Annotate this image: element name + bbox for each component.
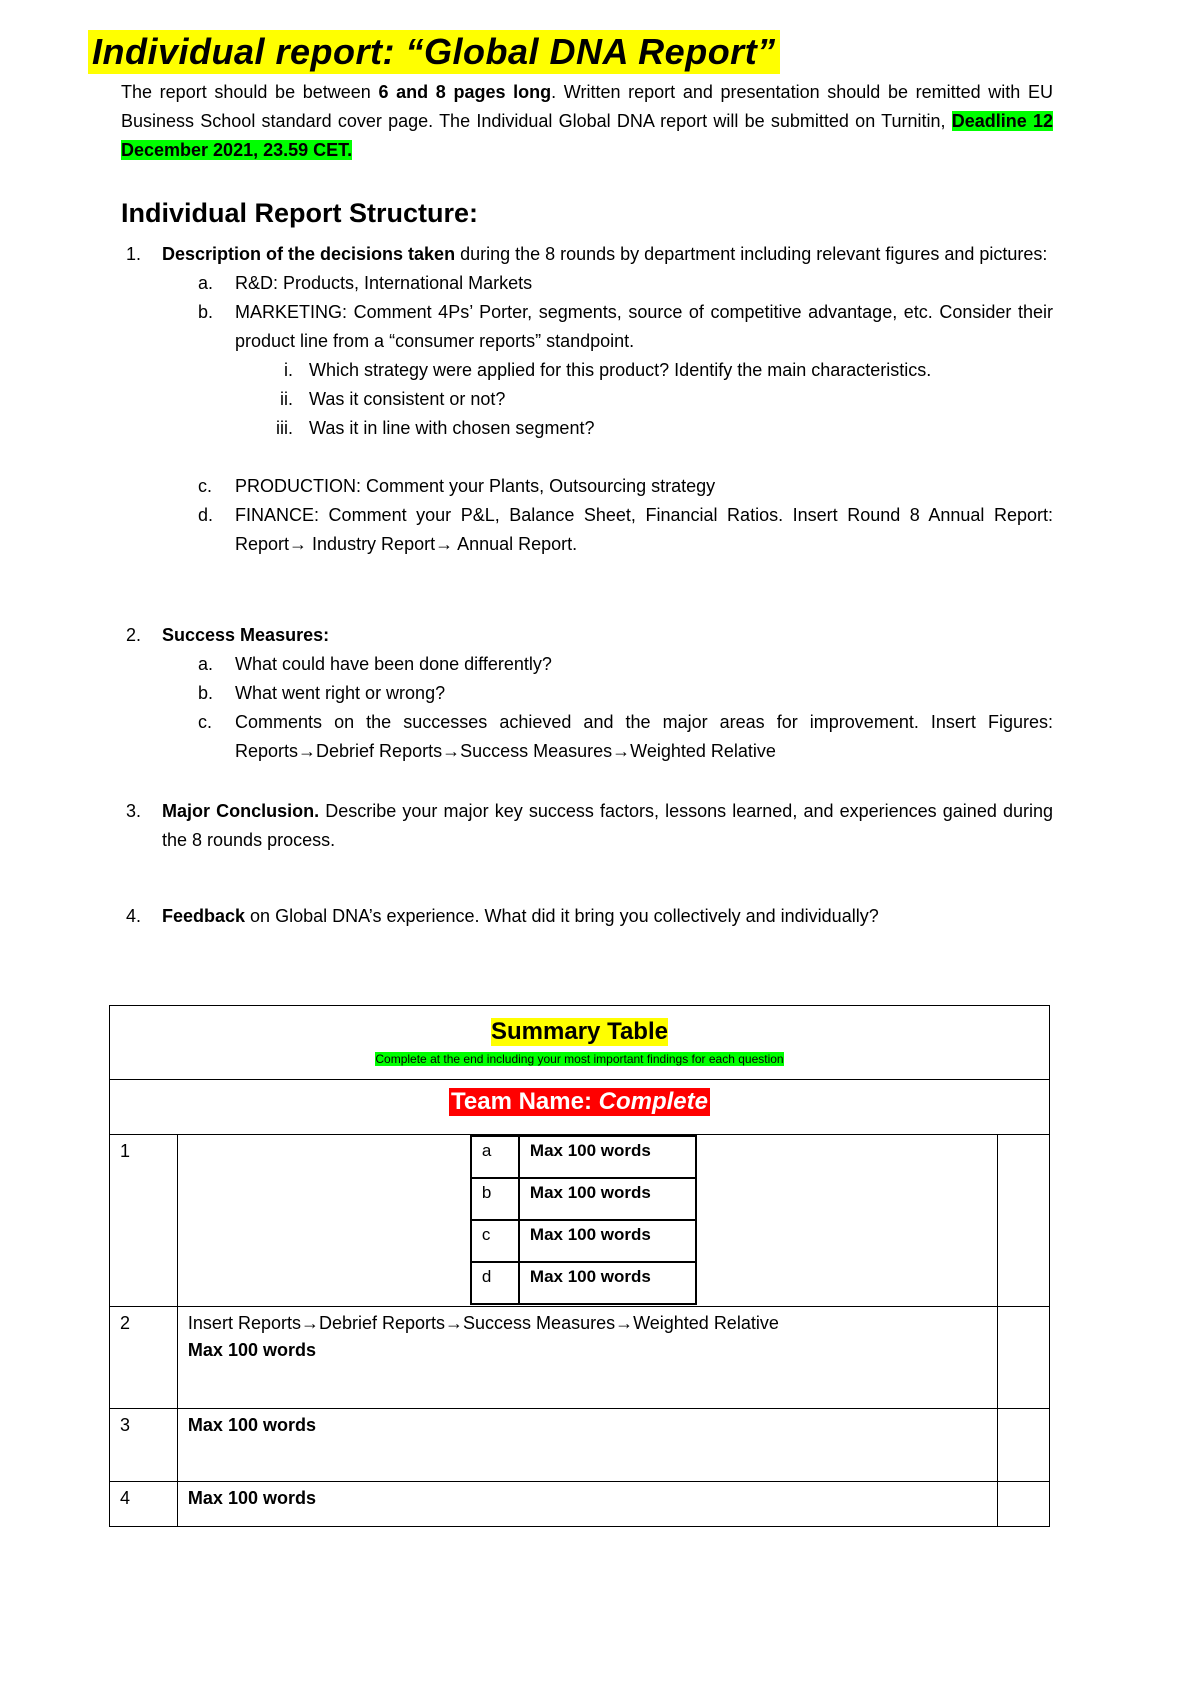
- row-number: 4: [110, 1482, 178, 1527]
- arrow-icon: →: [435, 534, 454, 554]
- subsub-text: Which strategy were applied for this product? Identify the main characteristics.: [309, 360, 932, 380]
- table-row: [110, 1409, 1050, 1482]
- roman-number: ii.: [280, 389, 293, 409]
- intro-text-1: The report should be between: [121, 82, 379, 102]
- row-number: 2: [110, 1307, 178, 1409]
- sub-letter: a: [471, 1136, 519, 1178]
- sub-letter: d.: [198, 505, 214, 525]
- item-number: 4.: [126, 906, 142, 926]
- item-number: 3.: [126, 801, 142, 821]
- sub-text: R&D: Products, International Markets: [235, 273, 533, 293]
- item-number: 2.: [126, 625, 142, 645]
- item-2a: [121, 650, 1053, 679]
- arrow-icon: →: [289, 534, 308, 554]
- sub-value: Max 100 words: [519, 1220, 696, 1262]
- structure-item-2: [121, 621, 1053, 766]
- subtable-row: [471, 1136, 696, 1178]
- row-2-content: [177, 1307, 997, 1409]
- sub-letter: b: [471, 1178, 519, 1220]
- sub-text: Industry Report: [307, 534, 436, 554]
- structure-item-1: [121, 240, 1053, 559]
- table-row: [110, 1482, 1050, 1527]
- sub-letter: b.: [198, 683, 214, 703]
- team-name-row: [110, 1080, 1050, 1135]
- row-extra-cell: [998, 1307, 1050, 1409]
- row-text: Max 100 words: [187, 1340, 316, 1360]
- roman-number: i.: [284, 360, 293, 380]
- item-1b-i: [121, 356, 1053, 385]
- item-1b: [121, 298, 1053, 356]
- item-1b-iii: [121, 414, 1053, 443]
- item-2b: [121, 679, 1053, 708]
- sub-value: Max 100 words: [519, 1136, 696, 1178]
- arrow-icon: →: [298, 741, 317, 761]
- sub-value: Max 100 words: [519, 1262, 696, 1304]
- team-value-text: Complete: [598, 1088, 708, 1115]
- row-extra-cell: [998, 1135, 1050, 1307]
- structure-item-3: [121, 797, 1053, 855]
- subtable-row: [471, 1262, 696, 1304]
- sub-value: Max 100 words: [519, 1178, 696, 1220]
- intro-pages: 6 and 8 pages long: [378, 82, 552, 102]
- team-name-label: [449, 1088, 710, 1116]
- sub-letter: a.: [198, 654, 214, 674]
- row-4-content: Max 100 words: [177, 1482, 997, 1527]
- item-number: 1.: [126, 244, 142, 264]
- table-row: [110, 1307, 1050, 1409]
- structure-heading: Individual Report Structure:: [121, 198, 479, 228]
- summary-table: [109, 1005, 1050, 1527]
- item-1b-ii: [121, 385, 1053, 414]
- table-caption-cell: [110, 1006, 1050, 1080]
- item-bold: Major Conclusion.: [162, 801, 320, 821]
- row-1-subtable: [470, 1135, 697, 1305]
- summary-table-subtitle: Complete at the end including your most important findings for each question: [375, 1052, 784, 1066]
- sub-letter: c.: [198, 476, 213, 496]
- sub-text: Annual Report.: [453, 534, 578, 554]
- sub-letter: c.: [198, 712, 213, 732]
- row-text: Success Measures: [463, 1313, 616, 1333]
- row-number: 3: [110, 1409, 178, 1482]
- sub-letter: d: [471, 1262, 519, 1304]
- item-4-text: [121, 902, 1053, 931]
- arrow-icon: →: [300, 1313, 319, 1333]
- table-row: [110, 1135, 1050, 1307]
- row-text: Insert Reports: [187, 1313, 301, 1333]
- sub-text: MARKETING: Comment 4Ps’ Porter, segments, source of competitive advantage, etc. Consider their product line from a “consumer reports” standpoint.: [235, 302, 1053, 351]
- item-rest: during the 8 rounds by department including relevant figures and pictures:: [455, 244, 1048, 264]
- item-1a: [121, 269, 1053, 298]
- intro-text-2: . Written report and presentation should be remitted with EU Business School standard cover page. The Individual Global DNA report will be submitted on Turnitin,: [121, 82, 1053, 131]
- item-1c: [121, 472, 1053, 501]
- sub-letter: c: [471, 1220, 519, 1262]
- deadline-highlight: Deadline 12 December 2021, 23.59 CET.: [121, 111, 1054, 160]
- intro-paragraph: [121, 78, 1053, 165]
- row-text: Weighted Relative: [633, 1313, 779, 1333]
- row-1-content: [177, 1135, 997, 1307]
- summary-table-title: Summary Table: [491, 1018, 668, 1045]
- roman-number: iii.: [276, 418, 293, 438]
- item-2-text: [121, 621, 1053, 650]
- sub-text: Debrief Reports: [316, 741, 443, 761]
- arrow-icon: →: [612, 741, 631, 761]
- item-3-text: [121, 797, 1053, 855]
- arrow-icon: →: [615, 1313, 634, 1333]
- item-2c: [121, 708, 1053, 766]
- row-extra-cell: [998, 1409, 1050, 1482]
- subtable-row: [471, 1220, 696, 1262]
- sub-text: What could have been done differently?: [235, 654, 552, 674]
- sub-letter: a.: [198, 273, 214, 293]
- subtable-row: [471, 1178, 696, 1220]
- sub-text: Success Measures: [460, 741, 613, 761]
- arrow-icon: →: [442, 741, 461, 761]
- sub-letter: b.: [198, 302, 214, 322]
- sub-text: Weighted Relative: [630, 741, 776, 761]
- page-title: Individual report: “Global DNA Report”: [88, 30, 780, 74]
- sub-text: FINANCE: Comment your P&L, Balance Sheet, Financial Ratios. Insert Round 8 Annual Report: Report: [235, 505, 1053, 554]
- item-rest: on Global DNA’s experience. What did it bring you collectively and individually?: [245, 906, 879, 926]
- item-bold: Success Measures:: [162, 625, 330, 645]
- arrow-icon: →: [445, 1313, 464, 1333]
- row-text: Debrief Reports: [318, 1313, 446, 1333]
- structure-item-4: [121, 902, 1053, 931]
- item-1d: [121, 501, 1053, 559]
- sub-text: What went right or wrong?: [235, 683, 446, 703]
- team-label-text: Team Name:: [451, 1088, 599, 1115]
- row-number: 1: [110, 1135, 178, 1307]
- item-bold: Feedback: [162, 906, 246, 926]
- item-bold: Description of the decisions taken: [162, 244, 456, 264]
- item-1-text: [121, 240, 1053, 269]
- sub-text: PRODUCTION: Comment your Plants, Outsourcing strategy: [235, 476, 716, 496]
- item-rest: Describe your major key success factors, lessons learned, and experiences gained during the 8 rounds process.: [162, 801, 1053, 850]
- team-name-cell: [110, 1080, 1050, 1135]
- row-extra-cell: [998, 1482, 1050, 1527]
- sub-text: Comments on the successes achieved and the major areas for improvement. Insert Figures: Reports: [235, 712, 1053, 761]
- table-caption-row: [110, 1006, 1050, 1080]
- row-3-content: Max 100 words: [177, 1409, 997, 1482]
- subsub-text: Was it in line with chosen segment?: [309, 418, 595, 438]
- subsub-text: Was it consistent or not?: [309, 389, 506, 409]
